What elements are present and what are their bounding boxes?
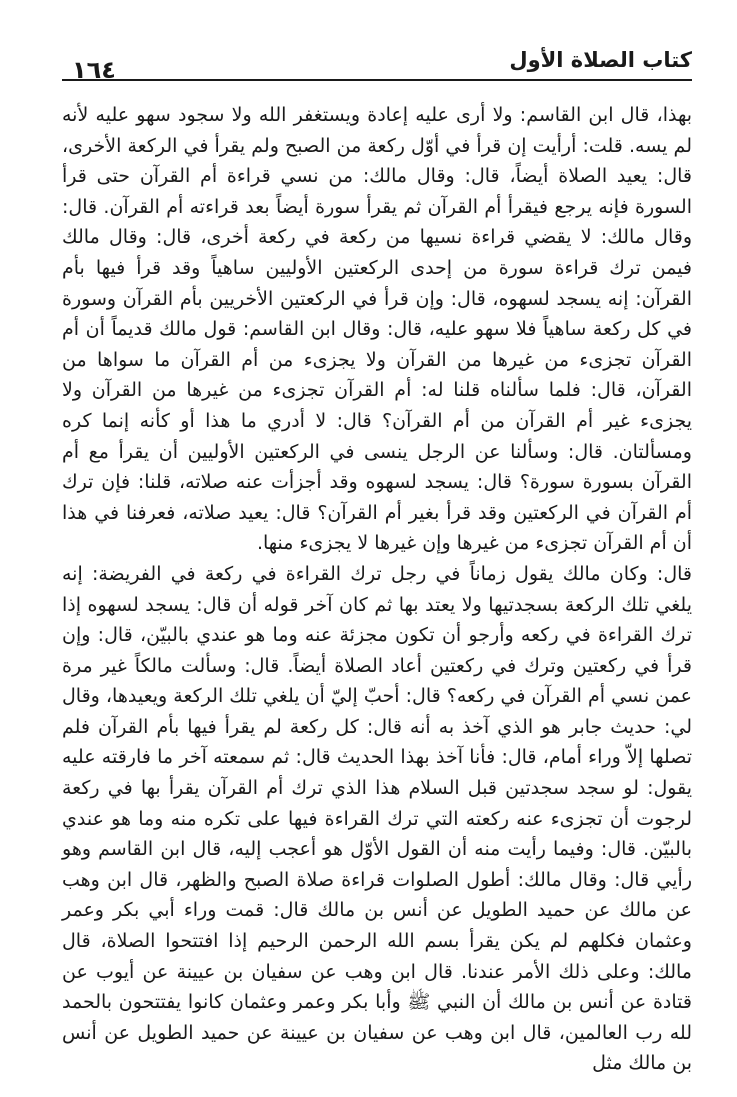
paragraph-1: بهذا، قال ابن القاسم: ولا أرى عليه إعادة ويستغفر الله ولا سجود سهو عليه لأنه لم يسه. قلت: أرأيت إن قرأ في أوّل ركعة من الصبح ولم يقرأ في الركعة الأخرى، قال: يعيد الصلاة أيضاً، قال: وقال مالك: من نسي قراءة أم القرآن حتى قرأ السورة فإنه يرجع فيقرأ أم القرآن ثم يقرأ سورة أيضاً بعد قراءته أم القرآن. قال: وقال مالك: لا يقضي قراءة نسيها من ركعة في ركعة أخرى، قال: وقال مالك فيمن ترك قراءة سورة من إحدى الركعتين الأوليين ساهياً وقد قرأ فيها بأم القرآن: إنه يسجد لسهوه، قال: وإن قرأ في الركعتين الأخريين بأم القرآن وسورة في كل ركعة ساهياً فلا سهو عليه، قال: وقال ابن القاسم: قول مالك قديماً أن أم القرآن تجزىء من غيرها من القرآن ولا يجزىء من أم القرآن ما سواها من القرآن، قال: فلما سألناه قلنا له: أم القرآن تجزىء من غيرها من القرآن ولا يجزىء غير أم القرآن من أم القرآن؟ قال: لا أدري ما هذا أو كأنه إنما كره ومسألتان. قال: وسألنا عن الرجل ينسى في الركعتين الأوليين أن يقرأ مع أم القرآن بسورة سورة؟ قال: يسجد لسهوه وقد أجزأت عنه صلاته، قلنا: فإن ترك أم القرآن في الركعتين وقد قرأ بغير أم القرآن؟ قال: يعيد صلاته، فعرفنا في هذا أن أم القرآن تجزىء من غيرها وإن غيرها لا يجزىء منها.	[62, 104, 692, 555]
body-text	[62, 100, 692, 1079]
header-rule	[62, 79, 692, 81]
book-title: كتاب الصلاة الأول	[509, 48, 692, 72]
page-number: ١٦٤	[72, 56, 116, 84]
page-header	[62, 48, 692, 86]
paragraph-2: قال: وكان مالك يقول زماناً في رجل ترك القراءة في ركعة في الفريضة: إنه يلغي تلك الركعة بسجدتيها ولا يعتد بها ثم كان آخر قوله أن قال: يسجد لسهوه إذا ترك القراءة في ركعه وأرجو أن تكون مجزئة عنه وما هو عندي بالبيّن، قال: وإن قرأ في ركعتين وترك في ركعتين أعاد الصلاة أيضاً. قال: وسألت مالكاً غير مرة عمن نسي أم القرآن في ركعه؟ قال: أحبّ إليّ أن يلغي تلك الركعة ويعيدها، وقال لي: حديث جابر هو الذي آخذ به أنه قال: كل ركعة لم يقرأ فيها بأم القرآن فلم تصلها إلاّ وراء أمام، قال: فأنا آخذ بهذا الحديث قال: ثم سمعته آخر ما فارقته عليه يقول: لو سجد سجدتين قبل السلام هذا الذي ترك أم القرآن يقرأ بها في ركعة لرجوت أن تجزىء عنه ركعته التي ترك القراءة فيها على تكره منه وما هو عندي بالبيّن. قال: وفيما رأيت منه أن القول الأوّل هو أعجب إليه، قال ابن القاسم وهو رأيي قال: وقال مالك: أطول الصلوات قراءة صلاة الصبح والظهر، قال ابن وهب عن مالك عن حميد الطويل عن أنس بن مالك قال: قمت وراء أبي بكر وعمر وعثمان فكلهم لم يكن يقرأ بسم الله الرحمن الرحيم إذا افتتحوا الصلاة، قال مالك: وعلى ذلك الأمر عندنا. قال ابن وهب عن سفيان بن عيينة عن أيوب عن قتادة عن أنس بن مالك أن النبي ﷺ وأبا بكر وعمر وعثمان كانوا يفتتحون بالحمد لله رب العالمين، قال ابن وهب عن سفيان بن عيينة عن حميد الطويل عن أنس بن مالك مثل	[62, 562, 692, 1075]
